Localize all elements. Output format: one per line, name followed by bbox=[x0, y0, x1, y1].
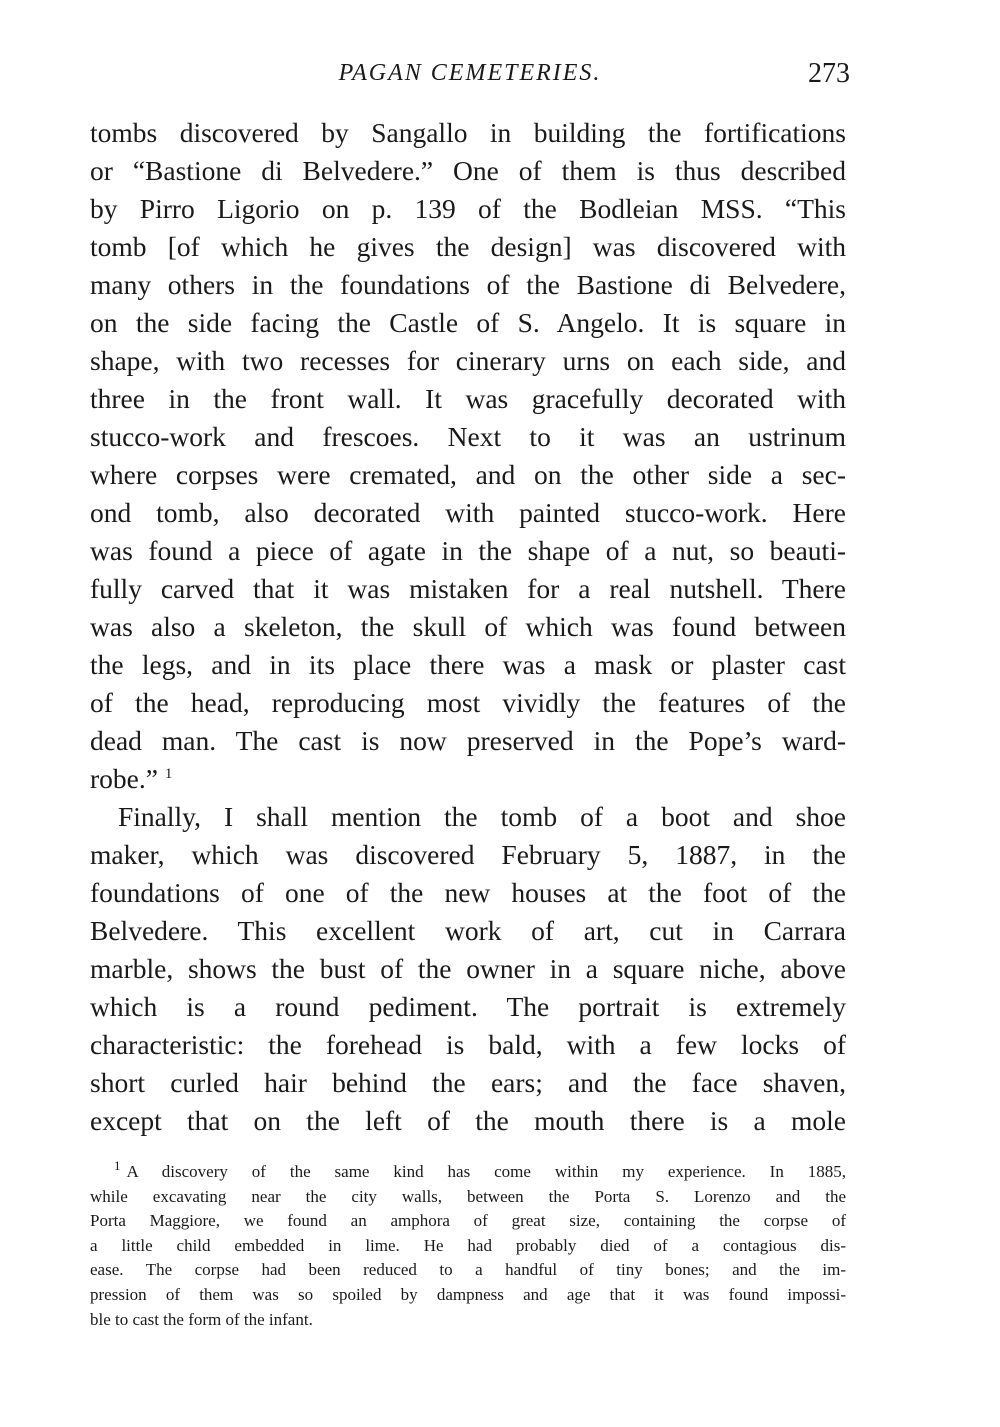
text-line: which is a round pediment. The portrait is extremely bbox=[90, 991, 846, 1022]
text-line: stucco-work and frescoes. Next to it was an ustrinum bbox=[90, 421, 846, 452]
footnote-line: ease. The corpse had been reduced to a handful of tiny bones; and the im- bbox=[90, 1260, 846, 1280]
footnote-first-line bbox=[90, 1160, 846, 1185]
text-line: many others in the foundations of the Bastione di Belvedere, bbox=[90, 269, 846, 300]
text-line: on the side facing the Castle of S. Angelo. It is square in bbox=[90, 307, 846, 338]
text-line: Belvedere. This excellent work of art, cut in Carrara bbox=[90, 915, 846, 946]
text-line: shape, with two recesses for cinerary urns on each side, and bbox=[90, 345, 846, 376]
text-line: marble, shows the bust of the owner in a square niche, above bbox=[90, 953, 846, 984]
text-line: tombs discovered by Sangallo in building the fortifications bbox=[90, 117, 846, 148]
footnote-line: a little child embedded in lime. He had probably died of a contagious dis- bbox=[90, 1235, 846, 1255]
text-line-with-footnote bbox=[90, 760, 846, 798]
footnote-marker: 1 bbox=[114, 1160, 121, 1174]
footnote-reference: 1 bbox=[164, 765, 173, 782]
text-line: or “Bastione di Belvedere.” One of them is thus described bbox=[90, 155, 846, 186]
text-line: was also a skeleton, the skull of which was found between bbox=[90, 611, 846, 642]
paragraph-start-line: Finally, I shall mention the tomb of a boot and shoe bbox=[118, 801, 846, 832]
text-line: by Pirro Ligorio on p. 139 of the Bodleian MSS. “This bbox=[90, 193, 846, 224]
text-line: the legs, and in its place there was a mask or plaster cast bbox=[90, 649, 846, 680]
footnote-line: pression of them was so spoiled by dampness and age that it was found impossi- bbox=[90, 1284, 846, 1304]
footnote-line: while excavating near the city walls, between the Porta S. Lorenzo and the bbox=[90, 1186, 846, 1206]
text-line: dead man. The cast is now preserved in the Pope’s ward- bbox=[90, 725, 846, 756]
text-line: maker, which was discovered February 5, 1887, in the bbox=[90, 839, 846, 870]
text-line: was found a piece of agate in the shape of a nut, so beauti- bbox=[90, 535, 846, 566]
text-line: of the head, reproducing most vividly the features of the bbox=[90, 687, 846, 718]
text-line: three in the front wall. It was gracefully decorated with bbox=[90, 383, 846, 414]
text-line: characteristic: the forehead is bald, with a few locks of bbox=[90, 1029, 846, 1060]
text-line: foundations of one of the new houses at the foot of the bbox=[90, 877, 846, 908]
text-line: robe.” bbox=[90, 763, 158, 794]
running-title: PAGAN CEMETERIES. bbox=[338, 60, 602, 86]
footnote-line: A discovery of the same kind has come within my experience. In 1885, bbox=[126, 1162, 846, 1181]
text-line: where corpses were cremated, and on the other side a sec- bbox=[90, 459, 846, 490]
text-line: except that on the left of the mouth there is a mole bbox=[90, 1105, 846, 1136]
footnote-line: Porta Maggiore, we found an amphora of great size, containing the corpse of bbox=[90, 1211, 846, 1231]
footnote-line: ble to cast the form of the infant. bbox=[90, 1309, 313, 1329]
main-text bbox=[90, 114, 846, 1140]
footnote-block bbox=[90, 1160, 846, 1332]
text-line: ond tomb, also decorated with painted stucco-work. Here bbox=[90, 497, 846, 528]
running-head bbox=[90, 60, 850, 100]
text-line: short curled hair behind the ears; and the face shaven, bbox=[90, 1067, 846, 1098]
text-line: fully carved that it was mistaken for a real nutshell. There bbox=[90, 573, 846, 604]
text-line: tomb [of which he gives the design] was discovered with bbox=[90, 231, 846, 262]
page-number: 273 bbox=[808, 58, 850, 89]
